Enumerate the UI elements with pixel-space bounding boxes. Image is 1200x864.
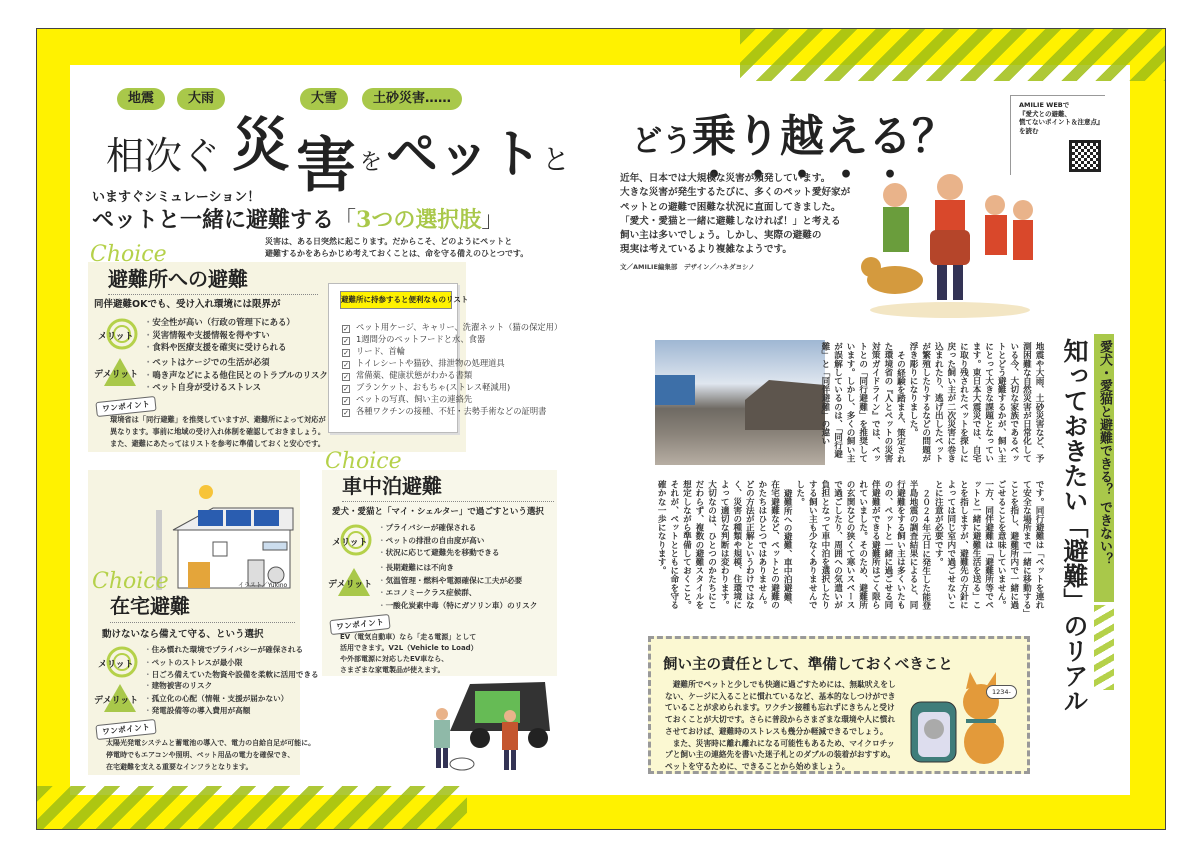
article-paragraph: ２０２４年元日に発生した能登半島地震の調査結果によると、同行避難をする飼い主は多くいたものの、ペットと一緒に過ごせる同伴避難ができる避難所はごく限られていました。そのため、避難所の玄関などの狭くて寒いスペースで過ごしたり、周囲への気遣いが負担となって車中泊を選択したりする飼い主も少なくありませんでした。 bbox=[794, 480, 931, 609]
list-item: ・ 孤立化の心配（情報・支援が届かない） bbox=[144, 693, 288, 706]
box-paragraph: 避難所でペットと少しでも快適に過ごすためには、無駄吠えをしない、ケージに入ることに慣れているなど、基本的なしつけができていることが求められます。ワクチン接種も忘れずにきちんと受けておくことが大切です。さらに普段からさまざまな環境や人に慣れさせておけば、避難時のストレスも幾分か軽減できるでしょう。 bbox=[665, 680, 896, 736]
merit-badge bbox=[98, 646, 144, 680]
note-line: や外部電源に対応したEV車なら、 bbox=[340, 655, 449, 663]
onepoint-note bbox=[110, 414, 326, 450]
checklist-item[interactable] bbox=[342, 393, 472, 405]
merit-badge bbox=[98, 318, 144, 352]
kicker: いますぐシミュレーション！ bbox=[92, 190, 261, 205]
item-label: 1週間分のペットフードと水、食器 bbox=[356, 334, 486, 344]
checkbox-checked-icon[interactable]: ✓ bbox=[343, 325, 349, 333]
demerit-list bbox=[144, 680, 288, 718]
title-part: 災 bbox=[232, 111, 291, 179]
note-line: また、避難にあたってはリストを参考に準備しておくと安心です。 bbox=[110, 439, 325, 448]
section-title: 在宅避難 bbox=[110, 594, 190, 618]
article-paragraph: 避難所への避難、車中泊避難、在宅避難など、ペットとの避難のかたちはひとつではありません。どの方法が正解というわけではなく、災害の種類や規模、住環境によって適切な判断は変わります。大切なのは、ひとつのかたちにこだわらず、複数の避難スタイルを想定しながら準備しておくこと。それが、ペットとともに命を守る確かな一歩になります。 bbox=[656, 480, 793, 609]
qr-text: を読む bbox=[1019, 126, 1039, 135]
merit-label: メリット bbox=[98, 332, 134, 342]
item-label: トイレシートや猫砂、排泄物の処理道具 bbox=[356, 358, 505, 368]
title-part: どう bbox=[632, 124, 692, 159]
bracket: 「 bbox=[334, 208, 357, 233]
title-part: 乗り越える bbox=[692, 111, 912, 162]
checklist-title: 避難所に持参すると便利なものリスト bbox=[340, 291, 452, 309]
section-title: 避難所への避難 bbox=[108, 267, 248, 291]
list-item: ・ 状況に応じて避難先を移動できる bbox=[378, 547, 500, 560]
divider bbox=[108, 294, 318, 295]
list-item: ・ 建物被害のリスク bbox=[144, 680, 288, 693]
list-item: ・ 住み慣れた環境でプライバシーが確保される bbox=[144, 644, 319, 657]
simulation-intro bbox=[265, 236, 528, 260]
lead-line: ペットとの避難で困難な状況に直面してきました。 bbox=[620, 201, 841, 213]
lead-line: 大きな災害が発生するたびに、多くのペット愛好家が bbox=[620, 187, 851, 199]
onepoint-note bbox=[106, 737, 315, 773]
intro-line: 避難するかをあらかじめ考えておくことは、命を守る備えのひとつです。 bbox=[265, 249, 529, 258]
list-item: ・ エコノミークラス症候群、 bbox=[378, 587, 537, 600]
article-body-top bbox=[819, 342, 1045, 470]
demerit-label: デメリット bbox=[328, 580, 373, 590]
list-item: ・ 発電設備等の導入費用が高額 bbox=[144, 705, 288, 718]
section-subtitle: 愛犬・愛猫と「マイ・シェルター」で過ごすという選択 bbox=[332, 507, 544, 517]
checklist-item[interactable] bbox=[342, 333, 485, 345]
qr-text: 慌てないポイント＆注意点』 bbox=[1019, 118, 1104, 126]
merit-list bbox=[144, 316, 295, 354]
demerit-badge bbox=[94, 682, 140, 716]
choice-script: Choice bbox=[325, 449, 402, 474]
onepoint-tag: ワンポイント bbox=[95, 396, 156, 417]
responsibility-box bbox=[648, 636, 1030, 774]
car-family-illustration bbox=[420, 676, 555, 776]
demerit-label: デメリット bbox=[94, 696, 139, 706]
onepoint-tag: ワンポイント bbox=[329, 614, 390, 635]
title-part: 害 bbox=[296, 131, 356, 201]
onepoint-note bbox=[340, 632, 478, 676]
microchip-speech-bubble: 1234- bbox=[986, 685, 1017, 699]
checkbox-checked-icon[interactable]: ✓ bbox=[343, 349, 349, 357]
title-part: と bbox=[542, 143, 571, 176]
cat-dog-illustration bbox=[906, 667, 1021, 772]
merit-label: メリット bbox=[332, 538, 368, 548]
article-paragraph: です。同行避難は「ペットを連れて安全な場所まで一緒に移動する」ことを指し、避難所内で一緒に過ごせることを意味していません。一方、同伴避難は「避難所等でペットと一緒に避難生活を送る」ことを指しますが、避難先の方針によっては同じ室内で過ごせないことに注意が必要です。 bbox=[933, 480, 1044, 614]
note-line: 太陽光発電システムと蓄電池の導入で、電力の自給自足が可能に。 bbox=[106, 739, 316, 747]
disaster-photo bbox=[655, 340, 825, 465]
divider bbox=[342, 501, 554, 502]
item-label: 各種ワクチンの接種、不妊・去勢手術などの証明書 bbox=[356, 406, 547, 416]
box-heading: 飼い主の責任として、準備しておくべきこと bbox=[663, 657, 953, 673]
list-item: ・ 気温管理・燃料や電源確保に工夫が必要 bbox=[378, 575, 537, 588]
checkbox-checked-icon[interactable]: ✓ bbox=[343, 373, 349, 381]
title-part: ペット bbox=[386, 125, 543, 185]
section-headline bbox=[92, 203, 503, 234]
list-item: ・ 日ごろ備えていた物資や設備を柔軟に活用できる bbox=[144, 669, 319, 682]
article-paragraph: その経験を踏まえ、策定された環境省の『人とペットの災害対策ガイドライン』では、ペットとの「同行避難」を推奨しています。しかし、多くの飼い主が誤解しているのは、「同行避難」と「同伴避難」の違い bbox=[819, 342, 906, 463]
list-item: ・ ペットはケージでの生活が必須 bbox=[144, 356, 328, 369]
checklist-item[interactable] bbox=[342, 357, 505, 369]
article-paragraph: 地震や大雨、土砂災害など、予測困難な自然災害が日常化している今、大切な家族であるペットとどう避難するかが、飼い主にとって大きな課題となっています。東日本大震災では、自宅に取り残されたペットを探しに戻った飼い主が二次災害に巻き込まれたり、逃げ出したペットが繁殖したりするなどの問題が浮き彫りになりました。 bbox=[908, 342, 1044, 463]
checklist-item[interactable] bbox=[342, 381, 510, 393]
checklist-item[interactable] bbox=[342, 345, 405, 357]
tag-earthquake: 地震 bbox=[117, 88, 165, 110]
qr-text: AMILIE WEBで bbox=[1019, 101, 1070, 109]
checkbox-checked-icon[interactable]: ✓ bbox=[343, 397, 349, 405]
checklist-item[interactable] bbox=[342, 321, 562, 333]
divider bbox=[110, 622, 295, 623]
list-item: ・ ペットの排泄の自由度が高い bbox=[378, 535, 500, 548]
tag-heavy-rain: 大雨 bbox=[177, 88, 225, 110]
list-item: ・ ペット自身が受けるストレス bbox=[144, 381, 328, 394]
rubble bbox=[745, 380, 825, 430]
intro-line: 災害は、ある日突然に起こります。だからこそ、どのようにペットと bbox=[265, 237, 513, 246]
illustration-credit: イラスト／Yukino bbox=[238, 582, 288, 589]
lead-line: 現実は考えているより複雑なようです。 bbox=[620, 244, 792, 256]
list-item: ・ プライバシーが確保される bbox=[378, 522, 500, 535]
tag-landslide: 土砂災害…… bbox=[362, 88, 462, 110]
onepoint-tag: ワンポイント bbox=[95, 719, 156, 740]
list-item: ・ 食料や医療支援を確実に受けられる bbox=[144, 341, 295, 354]
lead-line: 「愛犬・愛猫と一緒に避難しなければ！」と考える bbox=[620, 215, 841, 227]
hazard-stripes-bottom-left bbox=[37, 786, 467, 829]
section-car bbox=[322, 470, 557, 676]
qr-text: 『愛犬との避難、 bbox=[1019, 109, 1071, 118]
bracket: 」 bbox=[481, 208, 504, 233]
merit-list bbox=[378, 522, 500, 560]
section-title: 車中泊避難 bbox=[342, 474, 442, 498]
checkbox-checked-icon[interactable]: ✓ bbox=[343, 385, 349, 393]
item-label: ブランケット、おもちゃ(ストレス軽減用) bbox=[356, 382, 511, 392]
lead-line: 飼い主は多いでしょう。しかし、実際の避難の bbox=[620, 230, 822, 242]
note-line: さまざまな家電製品が使えます。 bbox=[340, 666, 445, 674]
note-line: EV（電気自動車）なら「走る電源」として bbox=[340, 633, 477, 641]
note-line: 異なります。事前に地域の受け入れ体制を確認しておきましょう。 bbox=[110, 427, 326, 436]
demerit-badge bbox=[94, 356, 140, 390]
credit: 文／AMILIE編集部 デザイン／ハネダヨシノ bbox=[620, 263, 755, 271]
list-item: ・ ペットのストレスが最小限 bbox=[144, 657, 319, 670]
section-subtitle: 同伴避難OKでも、受け入れ環境には限界が bbox=[94, 299, 281, 310]
demerit-list bbox=[144, 356, 328, 394]
list-item: ・ 鳴き声などによる他住民とのトラブルのリスク bbox=[144, 369, 328, 382]
merit-label: メリット bbox=[98, 660, 134, 670]
note-line: 在宅避難を支える重要なインフラとなります。 bbox=[106, 763, 253, 771]
note-line: 停電時でもエアコンや照明、ペット用品の電力を確保でき、 bbox=[106, 751, 295, 759]
list-item: ・ 長期避難には不向き bbox=[378, 562, 537, 575]
title-part: 相次ぐ bbox=[106, 134, 221, 178]
item-label: ペットの写真、飼い主の連絡先 bbox=[356, 394, 473, 404]
demerit-list bbox=[378, 562, 537, 612]
hazard-stripes-top-right bbox=[740, 29, 1165, 81]
checkbox-checked-icon[interactable]: ✓ bbox=[343, 361, 349, 369]
lead-line: 近年、日本では大規模な災害が頻発しています。 bbox=[620, 173, 831, 184]
checklist bbox=[328, 283, 563, 433]
section-home bbox=[88, 470, 319, 775]
choice-script: Choice bbox=[92, 569, 169, 594]
house-roof bbox=[655, 375, 695, 405]
choice-script: Choice bbox=[90, 242, 167, 267]
article-body-bottom bbox=[652, 480, 1045, 616]
checkbox-checked-icon[interactable]: ✓ bbox=[343, 337, 349, 345]
list-item: ・ 安全性が高い（行政の管理下にある） bbox=[144, 316, 295, 329]
headline-accent: 3つの選択肢 bbox=[356, 207, 482, 233]
item-label: リード、首輪 bbox=[356, 346, 406, 356]
article-lead bbox=[620, 172, 850, 258]
box-body bbox=[665, 679, 897, 773]
qr-code-icon[interactable] bbox=[1069, 140, 1101, 172]
section-subtitle: 動けないなら備えて守る、という選択 bbox=[102, 629, 264, 640]
checklist-item[interactable] bbox=[342, 369, 472, 381]
box-paragraph: また、災害時に離れ離れになる可能性もあるため、マイクロチップと飼い主の連絡先を書いた迷子札とのダブルの装着がおすすめ。ペットを守るために、できることから始めましょう。 bbox=[665, 738, 896, 771]
note-line: 活用できます。V2L（Vehicle to Load） bbox=[340, 644, 478, 652]
demerit-label: デメリット bbox=[94, 370, 139, 380]
band-stripes bbox=[1094, 605, 1114, 690]
item-label: 常備薬、健康状態がわかる書類 bbox=[356, 370, 473, 380]
tag-heavy-snow: 大雪 bbox=[300, 88, 348, 110]
title-part: を bbox=[360, 150, 383, 175]
article-heading: 知っておきたい「避難」のリアル bbox=[1060, 338, 1089, 713]
title-part: ？ bbox=[912, 111, 956, 162]
family-evacuating-illustration bbox=[855, 165, 1040, 320]
merit-badge bbox=[332, 524, 378, 558]
headline-text: ペットと一緒に避難する bbox=[92, 208, 335, 233]
article-band: 愛犬・愛猫と避難できる？ できない？ bbox=[1094, 334, 1114, 602]
demerit-badge bbox=[328, 566, 374, 600]
item-label: ペット用ケージ、キャリー、洗濯ネット（猫の保定用） bbox=[356, 322, 563, 332]
merit-list bbox=[144, 644, 319, 682]
checkbox-checked-icon[interactable]: ✓ bbox=[343, 409, 349, 417]
list-item: ・ 災害情報や支援情報を得やすい bbox=[144, 329, 295, 342]
note-line: 環境省は「同行避難」を推奨していますが、避難所によって対応が bbox=[110, 415, 326, 424]
list-item: ・ 一酸化炭素中毒（特にガソリン車）のリスク bbox=[378, 600, 537, 613]
checklist-item[interactable] bbox=[342, 405, 546, 417]
qr-box[interactable] bbox=[1010, 95, 1105, 175]
